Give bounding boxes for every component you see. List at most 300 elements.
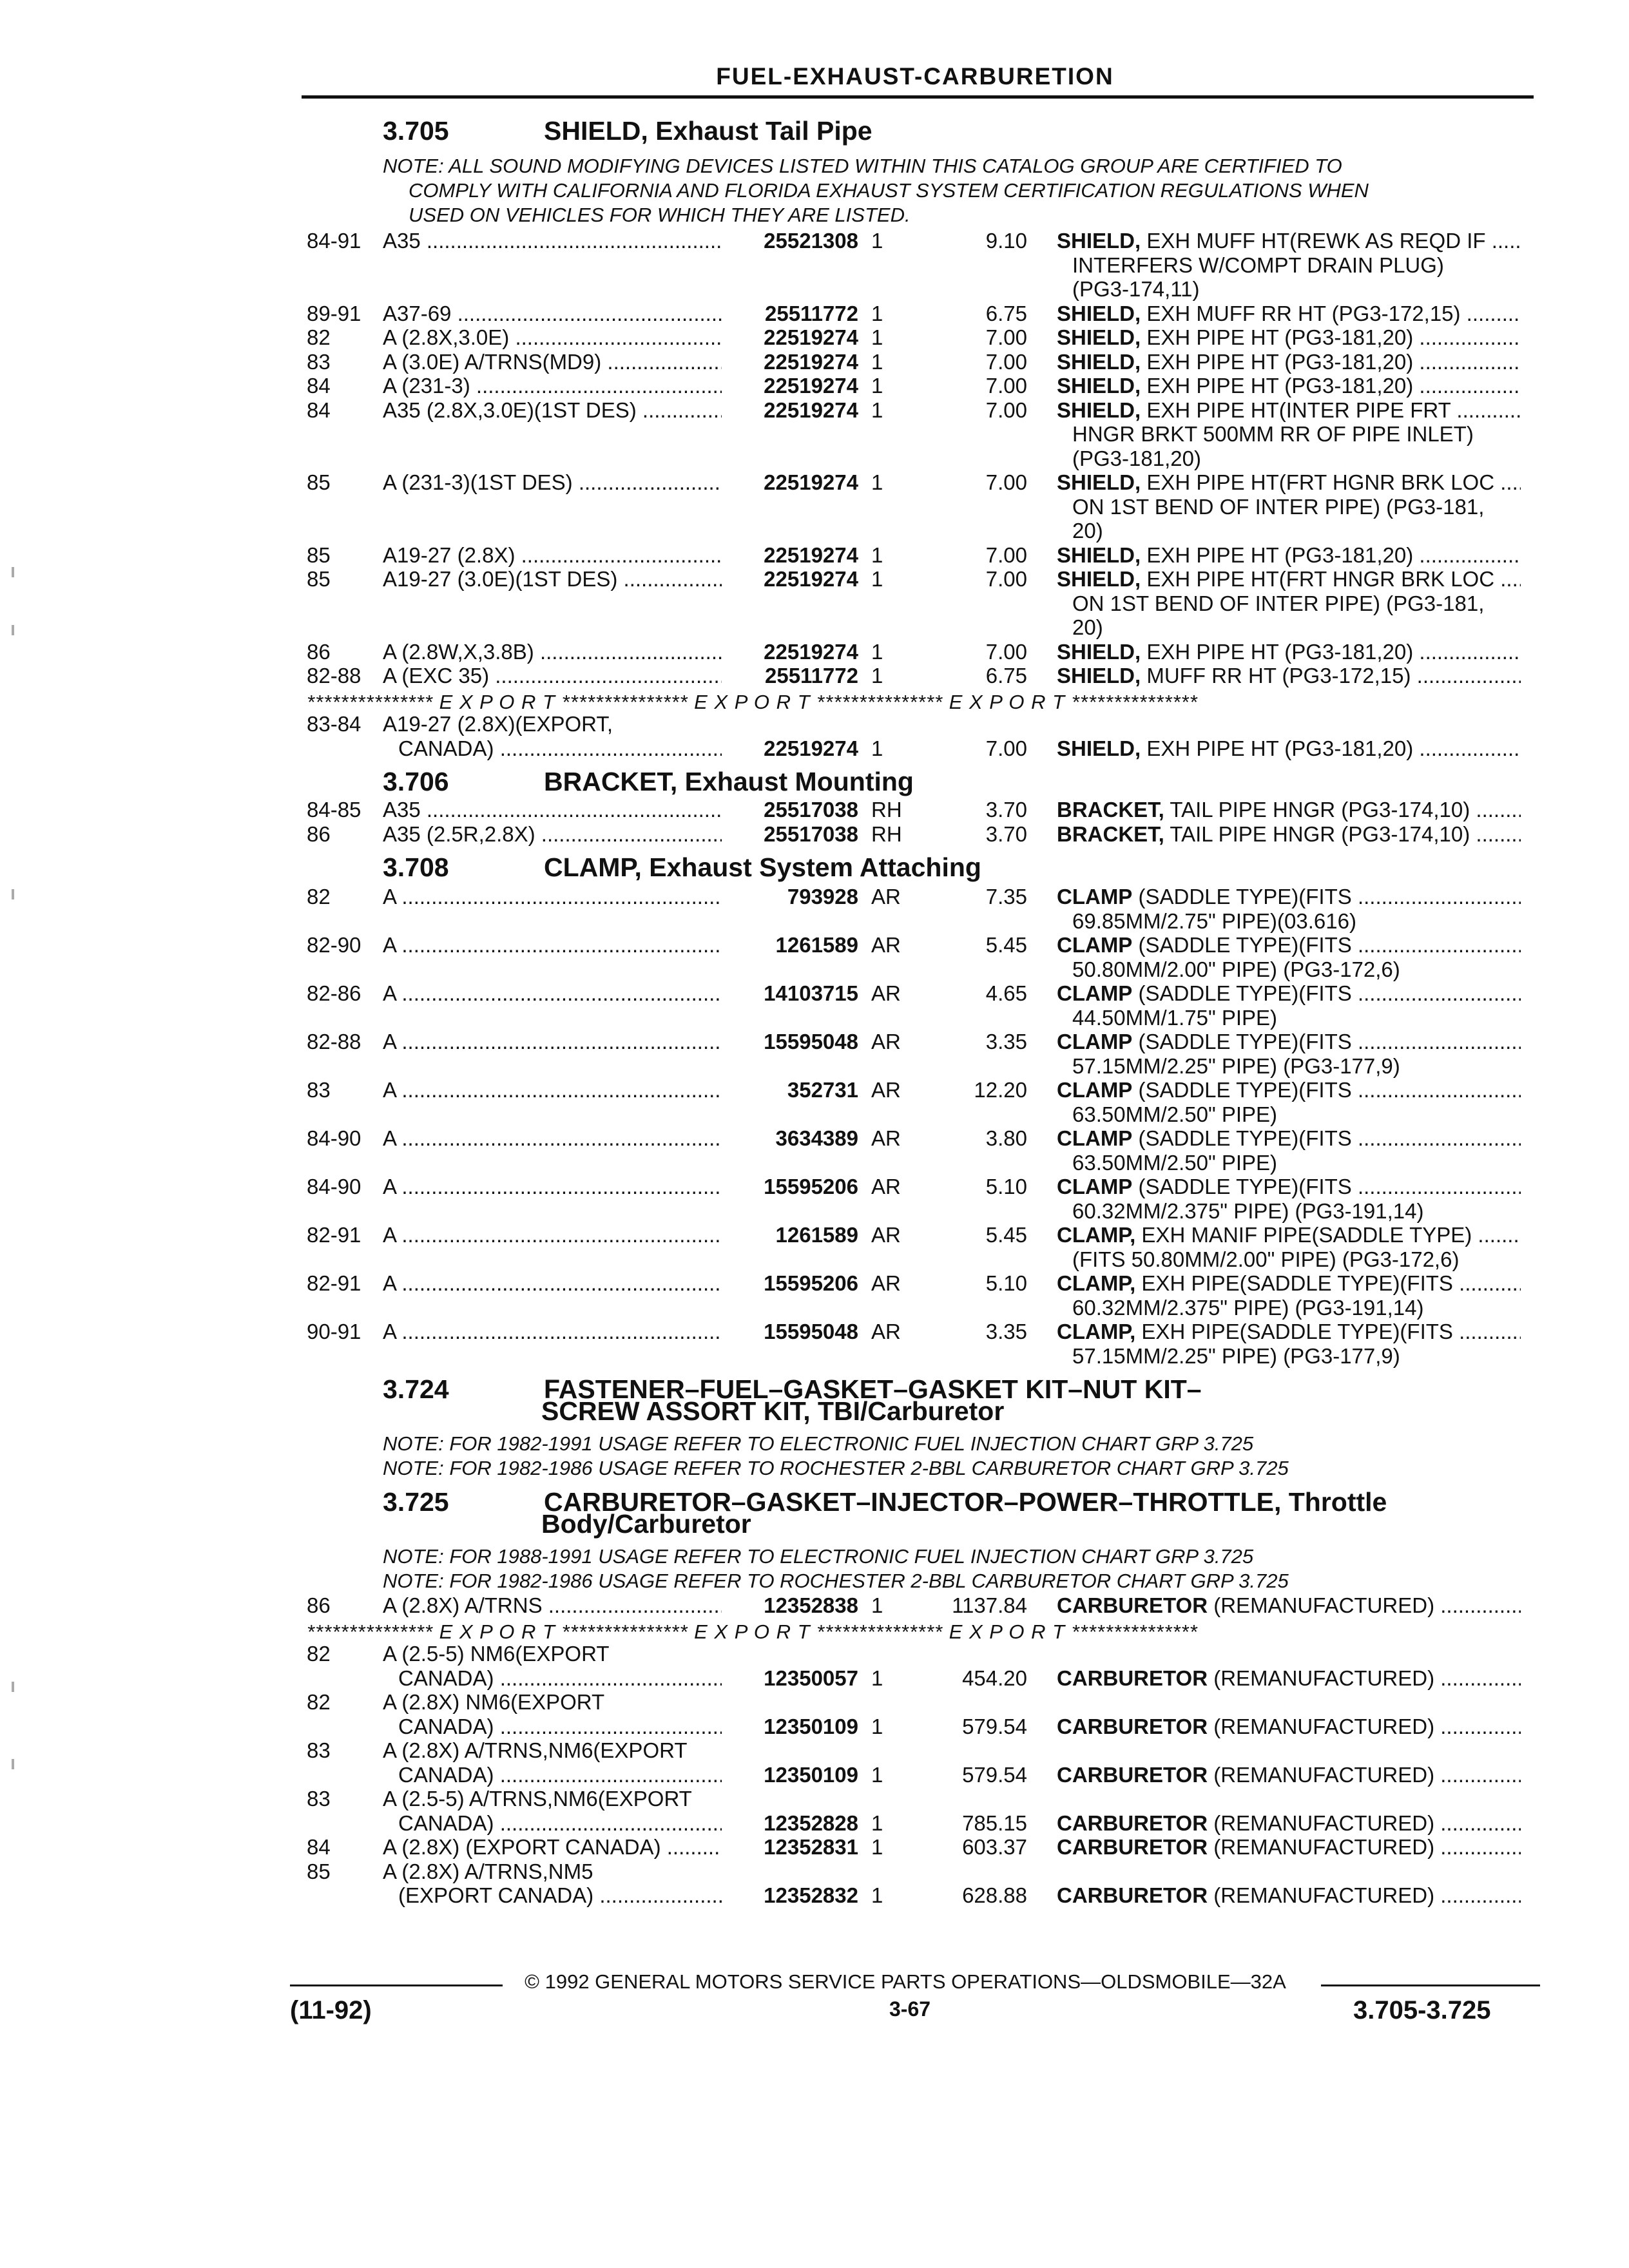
description <box>1057 1666 1521 1691</box>
description-bold: CLAMP <box>1057 885 1133 908</box>
part-number: 12350109 <box>764 1762 858 1787</box>
part-number: 12352828 <box>764 1811 858 1835</box>
parts-row-continued <box>0 1763 1629 1787</box>
model-text: A (2.5-5) NM6(EXPORT <box>383 1642 610 1666</box>
section-title: CLAMP, Exhaust System Attaching <box>544 852 981 882</box>
parts-row <box>0 664 1629 688</box>
description-text: (SADDLE TYPE)(FITS <box>1138 885 1352 908</box>
note-line: NOTE: FOR 1982-1986 USAGE REFER TO ROCHESTER 2-BBL CARBURETOR CHART GRP 3.725 <box>383 1569 1289 1592</box>
note-line: NOTE: FOR 1982-1986 USAGE REFER TO ROCHESTER 2-BBL CARBURETOR CHART GRP 3.725 <box>383 1456 1289 1479</box>
description-continued <box>0 1102 1629 1127</box>
year-range: 83-84 <box>307 712 361 736</box>
year-range: 84-85 <box>307 798 361 822</box>
parts-row <box>0 374 1629 398</box>
parts-row <box>0 1126 1629 1151</box>
description-bold: CARBURETOR <box>1057 1666 1208 1690</box>
description <box>1057 1223 1521 1247</box>
price: 4.65 <box>985 981 1027 1005</box>
description-text: ON 1ST BEND OF INTER PIPE) (PG3-181, <box>1072 591 1485 615</box>
model-text: CANADA) ..... <box>398 1666 722 1691</box>
description-text: EXH MANIF PIPE(SADDLE TYPE) <box>1141 1223 1472 1247</box>
note-line: NOTE: FOR 1982-1991 USAGE REFER TO ELECTRONIC FUEL INJECTION CHART GRP 3.725 <box>383 1432 1254 1455</box>
part-number: 3634389 <box>775 1126 858 1150</box>
description-bold: SHIELD, <box>1057 664 1141 687</box>
part-number: 22519274 <box>764 398 858 422</box>
price: 5.10 <box>985 1271 1027 1295</box>
description-bold: SHIELD, <box>1057 567 1141 591</box>
note-line: USED ON VEHICLES FOR WHICH THEY ARE LISTED. <box>409 204 911 226</box>
parts-row <box>0 567 1629 591</box>
model-text: A ..... <box>383 885 722 909</box>
description-text: EXH PIPE(SADDLE TYPE)(FITS <box>1141 1271 1453 1295</box>
section-title: SHIELD, Exhaust Tail Pipe <box>544 116 872 146</box>
description-text: EXH PIPE(SADDLE TYPE)(FITS <box>1141 1320 1453 1343</box>
model-text: A ..... <box>383 1271 722 1296</box>
price: 7.00 <box>985 543 1027 567</box>
quantity: 1 <box>871 543 883 567</box>
quantity: 1 <box>871 1593 883 1617</box>
model-text: A (2.8X,3.0E) ..... <box>383 325 722 350</box>
footer-date: (11-92) <box>290 1996 372 2024</box>
part-number: 12352838 <box>764 1593 858 1617</box>
part-number: 1261589 <box>775 933 858 957</box>
price: 3.70 <box>985 798 1027 822</box>
price: 785.15 <box>962 1811 1027 1835</box>
description-bold: CLAMP <box>1057 1030 1133 1053</box>
description-continued <box>0 1296 1629 1320</box>
part-number: 22519274 <box>764 543 858 567</box>
note-line: NOTE: ALL SOUND MODIFYING DEVICES LISTED WITHIN THIS CATALOG GROUP ARE CERTIFIED TO <box>383 155 1342 177</box>
description-text: 44.50MM/1.75" PIPE) <box>1072 1005 1278 1030</box>
description-text: (REMANUFACTURED) <box>1213 1811 1435 1835</box>
parts-row <box>0 1690 1629 1715</box>
quantity: AR <box>871 1078 901 1102</box>
model-text: A ..... <box>383 1078 722 1102</box>
description-continued <box>0 422 1629 447</box>
model-text: A35 (2.5R,2.8X) ..... <box>383 822 722 847</box>
description <box>1057 1763 1521 1787</box>
parts-row-continued <box>0 1811 1629 1836</box>
description-continued <box>0 495 1629 519</box>
description-text: EXH PIPE HT (PG3-181,20) <box>1146 639 1414 664</box>
scan-mark <box>12 889 14 899</box>
section-range: 3.705-3.725 <box>1353 1996 1491 2024</box>
description-bold: SHIELD, <box>1057 398 1141 422</box>
description-text: TAIL PIPE HNGR (PG3-174,10) <box>1170 822 1470 846</box>
model-text: A ..... <box>383 933 722 957</box>
description-bold: CLAMP, <box>1057 1320 1136 1343</box>
description-text: (PG3-181,20) <box>1072 446 1201 470</box>
parts-row <box>0 470 1629 495</box>
parts-row <box>0 398 1629 423</box>
section-title-continued: SCREW ASSORT KIT, TBI/Carburetor <box>541 1396 1005 1426</box>
model-text: A35 (2.8X,3.0E)(1ST DES) ..... <box>383 398 722 423</box>
price: 5.10 <box>985 1175 1027 1198</box>
description <box>1057 933 1521 957</box>
model-text: A (2.8W,X,3.8B) ..... <box>383 640 722 664</box>
description-continued <box>0 519 1629 543</box>
description-continued <box>0 447 1629 471</box>
year-range: 82-88 <box>307 1030 361 1053</box>
parts-row <box>0 712 1629 736</box>
scan-mark <box>12 567 14 577</box>
section-number: 3.708 <box>383 852 449 882</box>
year-range: 85 <box>307 1859 331 1883</box>
description-bold: CARBURETOR <box>1057 1593 1208 1617</box>
part-number: 25517038 <box>764 822 858 846</box>
price: 579.54 <box>962 1714 1027 1738</box>
quantity: RH <box>871 798 902 822</box>
description-bold: CLAMP, <box>1057 1271 1136 1295</box>
price: 12.20 <box>974 1078 1027 1102</box>
model-text: A (3.0E) A/TRNS(MD9) ..... <box>383 350 722 374</box>
description-text: 63.50MM/2.50" PIPE) <box>1072 1150 1278 1175</box>
description-text: EXH PIPE HT(FRT HGNR BRK LOC <box>1146 470 1495 494</box>
model-text: CANADA) ..... <box>398 1715 722 1739</box>
description-text: (SADDLE TYPE)(FITS <box>1138 1030 1352 1053</box>
description-bold: SHIELD, <box>1057 374 1141 398</box>
model-text: A (231-3)(1ST DES) ..... <box>383 470 722 495</box>
year-range: 86 <box>307 639 331 664</box>
year-range: 83 <box>307 1078 331 1102</box>
description <box>1057 543 1521 568</box>
footer-rule-right <box>1321 1984 1540 1986</box>
description <box>1057 398 1521 423</box>
parts-row <box>0 229 1629 253</box>
description-bold: CLAMP, <box>1057 1223 1136 1247</box>
export-separator: *************** E X P O R T *************** E X P O R T *************** E X P O R T *************** <box>307 1620 1198 1643</box>
section-title: FASTENER–FUEL–GASKET–GASKET KIT–NUT KIT– <box>544 1374 1202 1404</box>
description-text: EXH PIPE HT (PG3-181,20) <box>1146 543 1414 567</box>
quantity: 1 <box>871 325 883 349</box>
description-text: EXH PIPE HT (PG3-181,20) <box>1146 374 1414 398</box>
price: 454.20 <box>962 1666 1027 1690</box>
description-text: 69.85MM/2.75" PIPE)(03.616) <box>1072 908 1356 933</box>
year-range: 84-90 <box>307 1175 361 1198</box>
year-range: 82-91 <box>307 1271 361 1295</box>
price: 3.70 <box>985 822 1027 846</box>
parts-row-continued <box>0 1715 1629 1739</box>
year-range: 84-91 <box>307 229 361 253</box>
price: 7.00 <box>985 470 1027 494</box>
part-number: 12352832 <box>764 1883 858 1907</box>
description-text: EXH PIPE HT (PG3-181,20) <box>1146 736 1414 760</box>
model-text: A (2.5-5) A/TRNS,NM6(EXPORT <box>383 1787 692 1811</box>
model-text: A35 ..... <box>383 798 722 822</box>
price: 7.00 <box>985 398 1027 422</box>
section-title: CARBURETOR–GASKET–INJECTOR–POWER–THROTTLE, Throttle <box>544 1487 1387 1517</box>
part-number: 22519274 <box>764 567 858 591</box>
price: 7.00 <box>985 567 1027 591</box>
parts-row <box>0 1175 1629 1199</box>
description-text: (REMANUFACTURED) <box>1213 1883 1435 1907</box>
description-bold: CLAMP <box>1057 981 1133 1005</box>
year-range: 85 <box>307 543 331 567</box>
quantity: AR <box>871 1126 901 1150</box>
part-number: 15595048 <box>764 1030 858 1053</box>
model-text: A ..... <box>383 1223 722 1247</box>
parts-row <box>0 1030 1629 1054</box>
parts-row <box>0 1642 1629 1666</box>
parts-row <box>0 1078 1629 1102</box>
description-text: 50.80MM/2.00" PIPE) (PG3-172,6) <box>1072 957 1400 981</box>
model-text: (EXPORT CANADA) ..... <box>398 1883 722 1908</box>
part-number: 22519274 <box>764 325 858 349</box>
description-text: (SADDLE TYPE)(FITS <box>1138 1175 1352 1198</box>
description-text: EXH PIPE HT (PG3-181,20) <box>1146 325 1414 349</box>
quantity: 1 <box>871 470 883 494</box>
year-range: 83 <box>307 1787 331 1811</box>
description-bold: SHIELD, <box>1057 325 1141 349</box>
price: 5.45 <box>985 933 1027 957</box>
section-number: 3.724 <box>383 1374 449 1404</box>
year-range: 83 <box>307 1738 331 1762</box>
description-continued <box>0 277 1629 302</box>
quantity: 1 <box>871 1883 883 1907</box>
part-number: 22519274 <box>764 470 858 494</box>
description-bold: CARBURETOR <box>1057 1835 1208 1859</box>
model-text: A (2.8X) A/TRNS ..... <box>383 1593 722 1618</box>
year-range: 82 <box>307 1642 331 1666</box>
parts-row <box>0 1271 1629 1296</box>
part-number: 25521308 <box>764 229 858 253</box>
parts-row <box>0 1835 1629 1860</box>
price: 9.10 <box>985 229 1027 253</box>
description <box>1057 885 1521 909</box>
quantity: 1 <box>871 639 883 664</box>
part-number: 25517038 <box>764 798 858 822</box>
price: 7.35 <box>985 885 1027 908</box>
description <box>1057 1593 1521 1618</box>
model-text: CANADA) ..... <box>398 1811 722 1836</box>
model-text: A19-27 (2.8X) ..... <box>383 543 722 568</box>
model-text: CANADA) ..... <box>398 736 722 761</box>
model-text: A37-69 ..... <box>383 302 722 326</box>
model-text: A ..... <box>383 1175 722 1199</box>
model-text: A (231-3) ..... <box>383 374 722 398</box>
section-heading <box>383 852 981 883</box>
description-continued <box>0 957 1629 982</box>
description-bold: SHIELD, <box>1057 349 1141 374</box>
parts-row <box>0 640 1629 664</box>
description-text: 20) <box>1072 519 1103 543</box>
export-separator: *************** E X P O R T *************** E X P O R T *************** E X P O R T *************** <box>307 690 1198 713</box>
quantity: 1 <box>871 1811 883 1835</box>
description-continued <box>0 909 1629 934</box>
part-number: 14103715 <box>764 981 858 1005</box>
description-text: 60.32MM/2.375" PIPE) (PG3-191,14) <box>1072 1198 1424 1223</box>
section-number: 3.725 <box>383 1487 449 1517</box>
quantity: AR <box>871 1223 901 1247</box>
year-range: 86 <box>307 822 331 846</box>
model-text: A (2.8X) (EXPORT CANADA) ..... <box>383 1835 722 1860</box>
description-continued <box>0 615 1629 640</box>
parts-row <box>0 325 1629 350</box>
quantity: 1 <box>871 567 883 591</box>
description-bold: BRACKET, <box>1057 798 1164 822</box>
model-text: A ..... <box>383 1126 722 1151</box>
description-text: (FITS 50.80MM/2.00" PIPE) (PG3-172,6) <box>1072 1247 1460 1271</box>
year-range: 86 <box>307 1593 331 1617</box>
parts-row <box>0 798 1629 822</box>
description <box>1057 1811 1521 1836</box>
model-text: A ..... <box>383 1320 722 1344</box>
parts-row <box>0 302 1629 326</box>
description <box>1057 981 1521 1006</box>
year-range: 85 <box>307 470 331 494</box>
parts-row <box>0 822 1629 847</box>
description <box>1057 664 1521 688</box>
description-text: EXH PIPE HT(FRT HNGR BRK LOC <box>1146 567 1495 591</box>
price: 3.80 <box>985 1126 1027 1150</box>
part-number: 12350057 <box>764 1666 858 1690</box>
part-number: 22519274 <box>764 349 858 374</box>
year-range: 82-88 <box>307 664 361 687</box>
part-number: 352731 <box>787 1078 858 1102</box>
section-heading <box>383 767 914 797</box>
section-number: 3.705 <box>383 116 449 146</box>
description-text: INTERFERS W/COMPT DRAIN PLUG) <box>1072 253 1444 277</box>
description <box>1057 374 1521 398</box>
price: 7.00 <box>985 736 1027 760</box>
description <box>1057 798 1521 822</box>
price: 7.00 <box>985 374 1027 398</box>
description-continued <box>0 1199 1629 1224</box>
quantity: AR <box>871 1320 901 1343</box>
section-number: 3.706 <box>383 767 449 796</box>
description <box>1057 640 1521 664</box>
part-number: 22519274 <box>764 639 858 664</box>
description-bold: CLAMP <box>1057 1126 1133 1150</box>
description-bold: CLAMP <box>1057 933 1133 957</box>
quantity: 1 <box>871 1762 883 1787</box>
description-continued <box>0 253 1629 278</box>
description-bold: SHIELD, <box>1057 470 1141 494</box>
quantity: AR <box>871 1175 901 1198</box>
model-text: A (EXC 35) ..... <box>383 664 722 688</box>
model-text: A ..... <box>383 1030 722 1054</box>
description-text: HNGR BRKT 500MM RR OF PIPE INLET) <box>1072 422 1474 446</box>
parts-row <box>0 1223 1629 1247</box>
description-text: (SADDLE TYPE)(FITS <box>1138 981 1352 1005</box>
parts-row <box>0 981 1629 1006</box>
description <box>1057 302 1521 326</box>
price: 3.35 <box>985 1030 1027 1053</box>
parts-row-continued <box>0 736 1629 761</box>
model-text: A ..... <box>383 981 722 1006</box>
description-text: (REMANUFACTURED) <box>1213 1714 1435 1738</box>
parts-row <box>0 1320 1629 1344</box>
description-bold: CARBURETOR <box>1057 1883 1208 1907</box>
quantity: 1 <box>871 1714 883 1738</box>
price: 5.45 <box>985 1223 1027 1247</box>
description-text: 20) <box>1072 615 1103 639</box>
year-range: 89-91 <box>307 301 361 325</box>
price: 7.00 <box>985 349 1027 374</box>
model-text: A (2.8X) A/TRNS,NM5 <box>383 1859 593 1883</box>
parts-row <box>0 933 1629 957</box>
parts-row <box>0 1593 1629 1618</box>
description <box>1057 350 1521 374</box>
quantity: AR <box>871 885 901 908</box>
section-heading <box>383 116 872 146</box>
year-range: 84-90 <box>307 1126 361 1150</box>
price: 1137.84 <box>952 1593 1027 1617</box>
description-bold: SHIELD, <box>1057 543 1141 567</box>
page-title: FUEL-EXHAUST-CARBURETION <box>716 63 1114 90</box>
parts-row <box>0 885 1629 909</box>
description-text: (PG3-174,11) <box>1072 277 1200 301</box>
year-range: 82-91 <box>307 1223 361 1247</box>
note-line: COMPLY WITH CALIFORNIA AND FLORIDA EXHAUST SYSTEM CERTIFICATION REGULATIONS WHEN <box>409 179 1369 202</box>
quantity: AR <box>871 933 901 957</box>
description-text: EXH MUFF RR HT (PG3-172,15) <box>1146 301 1461 325</box>
footer-rule-left <box>290 1984 503 1986</box>
model-text: A35 ..... <box>383 229 722 253</box>
description <box>1057 1835 1521 1860</box>
year-range: 84 <box>307 1835 331 1859</box>
scan-mark <box>12 1682 14 1692</box>
description-continued <box>0 1151 1629 1175</box>
description-bold: CARBURETOR <box>1057 1811 1208 1835</box>
year-range: 90-91 <box>307 1320 361 1343</box>
description <box>1057 822 1521 847</box>
parts-row <box>0 1860 1629 1884</box>
year-range: 82-90 <box>307 933 361 957</box>
description-bold: SHIELD, <box>1057 301 1141 325</box>
description-text: (REMANUFACTURED) <box>1213 1593 1435 1617</box>
description <box>1057 229 1521 253</box>
description <box>1057 1883 1521 1908</box>
description-bold: SHIELD, <box>1057 229 1141 253</box>
price: 603.37 <box>962 1835 1027 1859</box>
description-continued <box>0 591 1629 616</box>
price: 7.00 <box>985 325 1027 349</box>
part-number: 793928 <box>787 885 858 908</box>
description-text: 63.50MM/2.50" PIPE) <box>1072 1102 1278 1126</box>
description-text: EXH PIPE HT (PG3-181,20) <box>1146 349 1414 374</box>
description-text: 57.15MM/2.25" PIPE) (PG3-177,9) <box>1072 1343 1400 1368</box>
description <box>1057 325 1521 350</box>
description-continued <box>0 1344 1629 1369</box>
description-bold: SHIELD, <box>1057 736 1141 760</box>
description-text: TAIL PIPE HNGR (PG3-174,10) <box>1170 798 1470 822</box>
part-number: 22519274 <box>764 736 858 760</box>
price: 579.54 <box>962 1762 1027 1787</box>
description-bold: CARBURETOR <box>1057 1714 1208 1738</box>
price: 3.35 <box>985 1320 1027 1343</box>
description-text: (SADDLE TYPE)(FITS <box>1138 1078 1352 1102</box>
description <box>1057 1175 1521 1199</box>
model-text: A19-27 (2.8X)(EXPORT, <box>383 712 613 736</box>
description <box>1057 470 1521 495</box>
parts-row <box>0 1738 1629 1763</box>
description <box>1057 1126 1521 1151</box>
quantity: 1 <box>871 301 883 325</box>
description-text: ON 1ST BEND OF INTER PIPE) (PG3-181, <box>1072 494 1485 519</box>
year-range: 82 <box>307 325 331 349</box>
quantity: AR <box>871 1271 901 1295</box>
part-number: 15595206 <box>764 1175 858 1198</box>
year-range: 82 <box>307 885 331 908</box>
model-text: A (2.8X) A/TRNS,NM6(EXPORT <box>383 1738 688 1762</box>
description-bold: BRACKET, <box>1057 822 1164 846</box>
year-range: 82 <box>307 1690 331 1714</box>
parts-row <box>0 543 1629 568</box>
scan-mark <box>12 1759 14 1769</box>
quantity: 1 <box>871 398 883 422</box>
quantity: 1 <box>871 229 883 253</box>
